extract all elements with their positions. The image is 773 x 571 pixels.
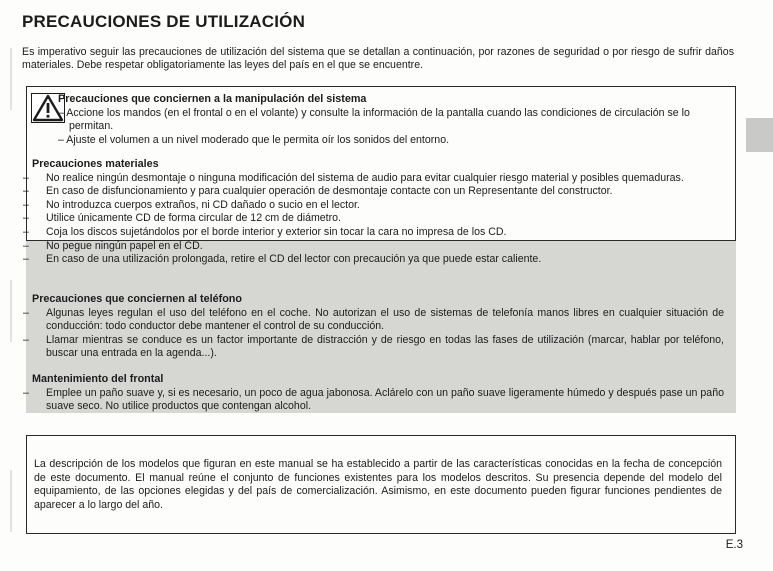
list-item: – En caso de disfuncionamiento y para cualquier operación de desmontaje contacte con un Representante del constructor. — [32, 185, 724, 199]
binding-edge-mark — [10, 280, 12, 342]
material-section — [32, 158, 724, 267]
section-thumb-tab — [746, 118, 773, 152]
list-item: – Algunas leyes regulan el uso del teléfono en el coche. No autorizan el uso de sistemas de telefonía manos libres en cualquier situación de conducción: todo conductor debe mantener el control de su conducción. — [32, 307, 724, 334]
list-item: – Ajuste el volumen a un nivel moderado que le permita oír los sonidos del entorno. — [58, 133, 450, 146]
list-item: – Accione los mandos (en el frontal o en el volante) y consulte la información de la pantalla cuando las condiciones de circulación se lo permitan. — [58, 106, 690, 132]
section-heading: Mantenimiento del frontal — [32, 373, 164, 385]
intro-paragraph: Es imperativo seguir las precauciones de utilización del sistema que se detallan a continuación, por razones de seguridad o por riesgo de sufrir daños materiales. Debe respetar obligatoriamente las leyes del país en el que se encuentre. — [22, 46, 734, 71]
list-item: – No introduzca cuerpos extraños, ni CD dañado o sucio en el lector. — [32, 199, 724, 213]
system-handling-section — [58, 93, 720, 147]
binding-edge-mark — [10, 470, 12, 532]
list-item: – Emplee un paño suave y, si es necesario, un poco de agua jabonosa. Aclárelo con un paño suave ligeramente húmedo y después pase un paño suave seco. No utilice productos que contengan alcohol. — [32, 387, 724, 414]
page-title: PRECAUCIONES DE UTILIZACIÓN — [22, 12, 306, 31]
list-item: – Coja los discos sujetándolos por el borde interior y exterior sin tocar la cara no impresa de los CD. — [32, 226, 724, 240]
page-number: E.3 — [725, 539, 743, 551]
description-paragraph: La descripción de los modelos que figuran en este manual se ha establecido a partir de las características conocidas en la fecha de concepción de este documento. El manual reúne el conjunto de funciones existentes para los modelos descritos. Su presencia depende del modelo del equipamiento, de las opciones elegidas y del país de comercialización. Asimismo, en este documento pueden figurar funciones pendientes de aparecer a lo largo del año. — [34, 458, 722, 511]
section-heading: Precauciones materiales — [32, 158, 159, 170]
list-item: – No realice ningún desmontaje o ninguna modificación del sistema de audio para evitar cualquier riesgo material y posibles quemaduras. — [32, 172, 724, 186]
list-item: – En caso de una utilización prolongada, retire el CD del lector con precaución ya que puede estar caliente. — [32, 253, 724, 267]
binding-edge-mark — [10, 48, 12, 110]
section-heading: Precauciones que conciernen al teléfono — [32, 293, 243, 305]
list-item: – Utilice únicamente CD de forma circular de 12 cm de diámetro. — [32, 212, 724, 226]
maintenance-section — [32, 373, 724, 414]
list-item: – Llamar mientras se conduce es un factor importante de distracción y de riesgo en todas las fases de utilización (marcar, hablar por teléfono, buscar una entrada en la agenda...). — [32, 334, 724, 361]
list-item: – No pegue ningún papel en el CD. — [32, 240, 724, 254]
section-heading: Precauciones que conciernen a la manipulación del sistema — [58, 93, 367, 105]
phone-section — [32, 293, 724, 361]
